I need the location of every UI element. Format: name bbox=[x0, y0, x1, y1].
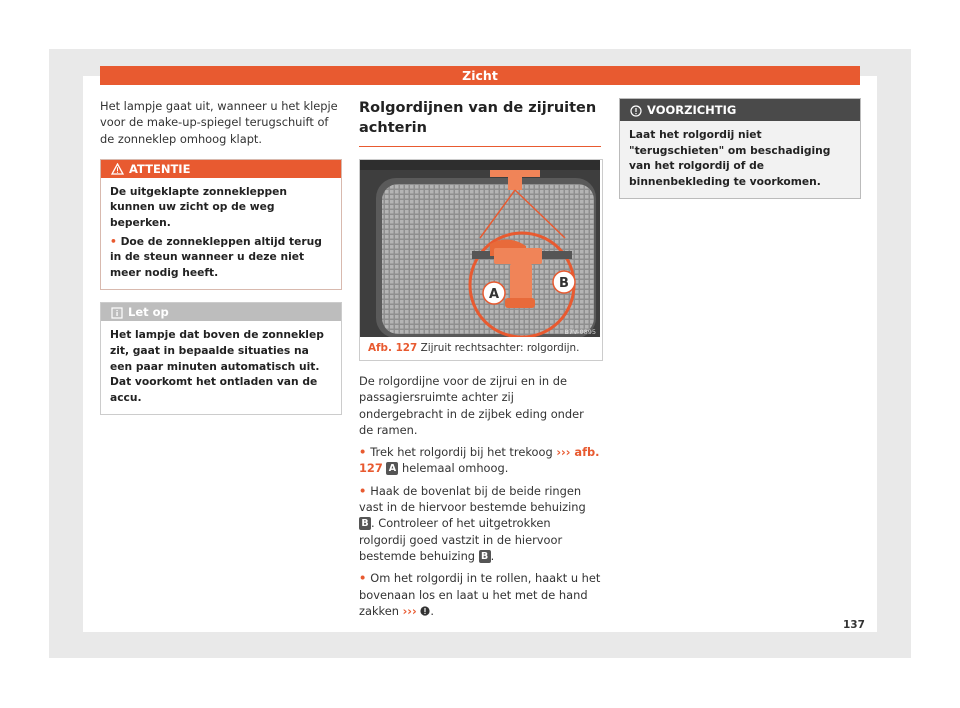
figure-image bbox=[360, 160, 600, 337]
intro-text: Het lampje gaat uit, wanneer u het klepje voor de make-up-spiegel terugschuift of de zonneklep omhoog klapt. bbox=[100, 99, 338, 146]
bullet-dot-icon: • bbox=[110, 234, 121, 248]
step-3-text-end: . bbox=[430, 603, 434, 618]
section-title: Rolgordijnen van de zijruiten achterin bbox=[359, 98, 601, 147]
intro-paragraph: De rolgordijne voor de zijrui en in de passagiersruimte achter zij ondergebracht in de zijbek eding onder de ramen. bbox=[359, 374, 584, 437]
figure-ref: Afb. 127 bbox=[368, 342, 418, 354]
figure-code: B7V-0895 bbox=[564, 328, 596, 336]
step-2-text-mid: . Controleer of het uitgetrokken rolgordij goed vastzit in de hiervoor bestemde behuizing bbox=[359, 516, 563, 563]
badge-b: B bbox=[479, 550, 491, 563]
badge-b: B bbox=[359, 517, 371, 530]
step-2-text: Haak de bovenlat bij de beide ringen vast in de hiervoor bestemde behuizing bbox=[359, 483, 586, 515]
step-3 bbox=[359, 570, 601, 619]
warning-header bbox=[101, 160, 341, 178]
figure-127 bbox=[359, 159, 603, 361]
label-b: B bbox=[559, 276, 569, 291]
caution-title: VOORZICHTIG bbox=[647, 103, 737, 117]
warning-triangle-icon bbox=[111, 160, 124, 178]
page-number: 137 bbox=[843, 619, 865, 631]
figure-caption-text: Zijruit rechtsachter: rolgordijn. bbox=[420, 342, 580, 354]
label-a: A bbox=[488, 287, 500, 302]
rolgordijn-illustration bbox=[360, 160, 600, 337]
warning-bullet-text: Doe de zonnekleppen altijd terug in de steun wanneer u deze niet meer nodig heeft. bbox=[110, 234, 322, 279]
step-1-text-end: helemaal omhoog. bbox=[402, 461, 509, 476]
column-right bbox=[619, 98, 861, 199]
caution-box bbox=[619, 98, 861, 199]
figure-link[interactable]: ››› afb. 127 bbox=[359, 445, 600, 476]
caution-header bbox=[620, 99, 860, 121]
warning-body bbox=[101, 178, 341, 290]
badge-a: A bbox=[386, 462, 398, 475]
warning-box bbox=[100, 159, 342, 291]
bullet-dot-icon: • bbox=[359, 445, 371, 460]
info-icon bbox=[111, 303, 123, 321]
note-body: Het lampje dat boven de zonneklep zit, gaat in bepaalde situaties na een paar minuten automatisch uit. Dat voorkomt het ontladen van de accu. bbox=[101, 321, 341, 414]
step-1 bbox=[359, 444, 601, 477]
figure-caption bbox=[360, 337, 602, 360]
bullet-dot-icon: • bbox=[359, 571, 371, 586]
step-1-text: Trek het rolgordij bij het trekoog bbox=[370, 445, 553, 460]
caution-link[interactable]: ››› bbox=[402, 603, 417, 618]
note-box bbox=[100, 302, 342, 415]
note-title: Let op bbox=[128, 305, 169, 320]
step-2 bbox=[359, 483, 601, 564]
warning-text: De uitgeklapte zonnekleppen kunnen uw zicht op de weg beperken. bbox=[110, 184, 288, 230]
column-left bbox=[100, 98, 342, 415]
note-header bbox=[101, 303, 341, 321]
alert-circle-icon bbox=[630, 99, 642, 121]
bullet-dot-icon: • bbox=[359, 483, 371, 498]
caution-body: Laat het rolgordij niet "terugschieten" om beschadiging van het rolgordij of de binnenbekleding te voorkomen. bbox=[620, 121, 860, 198]
alert-circle-icon bbox=[420, 604, 430, 618]
section-header: Zicht bbox=[100, 66, 860, 85]
step-3-text: Om het rolgordij in te rollen, haakt u het bovenaan los en laat u het met de hand zakken bbox=[359, 571, 601, 618]
column-middle bbox=[359, 98, 601, 619]
step-2-text-end: . bbox=[490, 548, 495, 563]
warning-bullet bbox=[110, 234, 332, 281]
warning-title: ATTENTIE bbox=[129, 161, 191, 176]
